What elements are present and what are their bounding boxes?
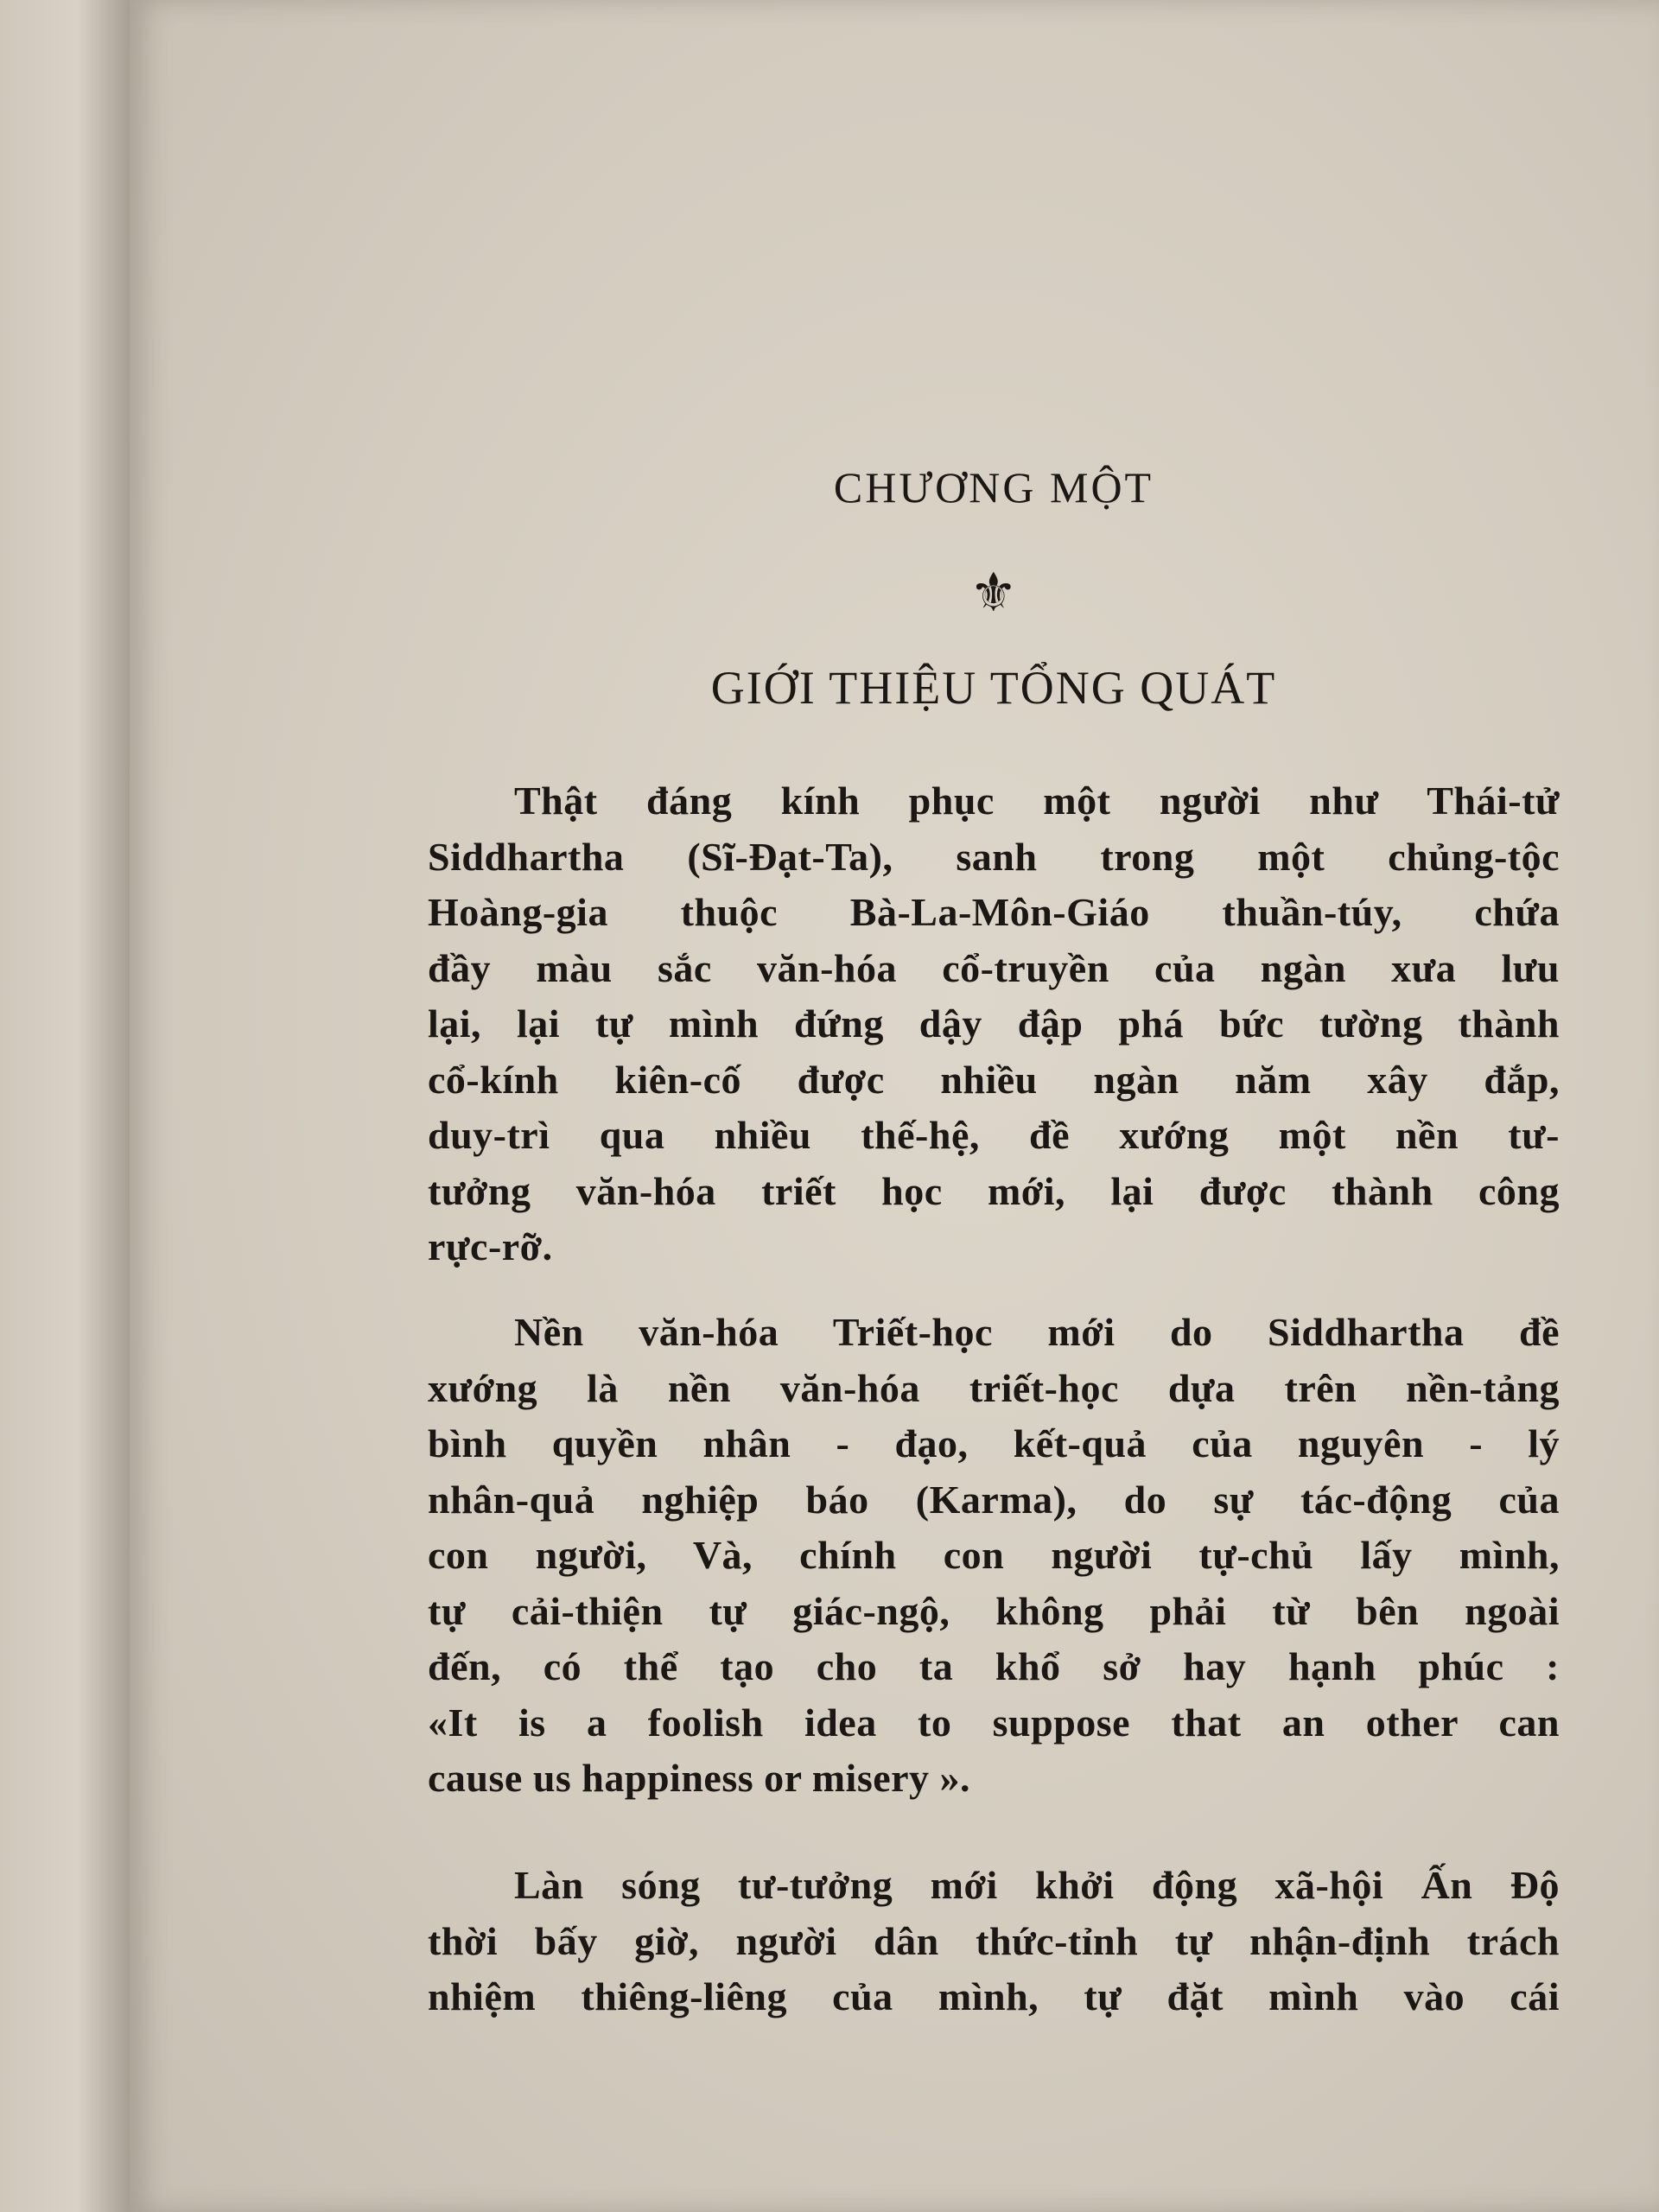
text-line: tưởng văn-hóa triết học mới, lại được thành công xyxy=(428,1168,1560,1213)
text-line: cause us happiness or misery ». xyxy=(428,1756,971,1800)
paragraph-2 xyxy=(428,1305,1560,1807)
text-line: con người, Và, chính con người tự-chủ lấy mình, xyxy=(428,1533,1560,1577)
paragraph-1 xyxy=(428,773,1560,1275)
text-line: nhiệm thiêng-liêng của mình, tự đặt mình vào cái xyxy=(428,1974,1560,2018)
text-line: nhân-quả nghiệp báo (Karma), do sự tác-động của xyxy=(428,1477,1560,1522)
section-title: GIỚI THIỆU TỔNG QUÁT xyxy=(710,662,1277,714)
text-line: rực-rỡ. xyxy=(428,1224,553,1268)
text-line: cổ-kính kiên-cố được nhiều ngàn năm xây đắp, xyxy=(428,1057,1560,1102)
text-line: Nền văn-hóa Triết-học mới do Siddhartha đề xyxy=(514,1310,1560,1354)
text-line: duy-trì qua nhiều thế-hệ, đề xướng một nền tư- xyxy=(428,1113,1560,1157)
text-line: đầy màu sắc văn-hóa cổ-truyền của ngàn xưa lưu xyxy=(428,945,1560,990)
paragraph-3 xyxy=(428,1858,1560,2025)
text-line: xướng là nền văn-hóa triết-học dựa trên nền-tảng xyxy=(428,1365,1560,1410)
left-page-edge xyxy=(0,0,130,2212)
text-line: lại, lại tự mình đứng dậy đập phá bức tường thành xyxy=(428,1001,1560,1046)
text-line: Thật đáng kính phục một người như Thái-tử xyxy=(514,779,1560,823)
text-line: bình quyền nhân - đạo, kết-quả của nguyên - lý xyxy=(428,1421,1560,1465)
text-line: thời bấy giờ, người dân thức-tỉnh tự nhận-định trách xyxy=(428,1918,1560,1963)
fleur-de-lis-ornament-icon: ⚜ xyxy=(969,561,1019,624)
book-page xyxy=(130,0,1659,2212)
text-line: Siddhartha (Sĩ-Đạt-Ta), sanh trong một chủng-tộc xyxy=(428,834,1560,879)
text-line: Hoàng-gia thuộc Bà-La-Môn-Giáo thuần-túy, chứa xyxy=(428,890,1560,934)
text-line: đến, có thể tạo cho ta khổ sở hay hạnh phúc : xyxy=(428,1644,1560,1688)
text-line: «It is a foolish idea to suppose that an other can xyxy=(428,1700,1560,1745)
chapter-title: CHƯƠNG MỘT xyxy=(833,463,1154,512)
text-line: tự cải-thiện tự giác-ngộ, không phải từ bên ngoài xyxy=(428,1588,1560,1633)
text-line: Làn sóng tư-tưởng mới khởi động xã-hội Ấn Độ xyxy=(514,1863,1560,1907)
